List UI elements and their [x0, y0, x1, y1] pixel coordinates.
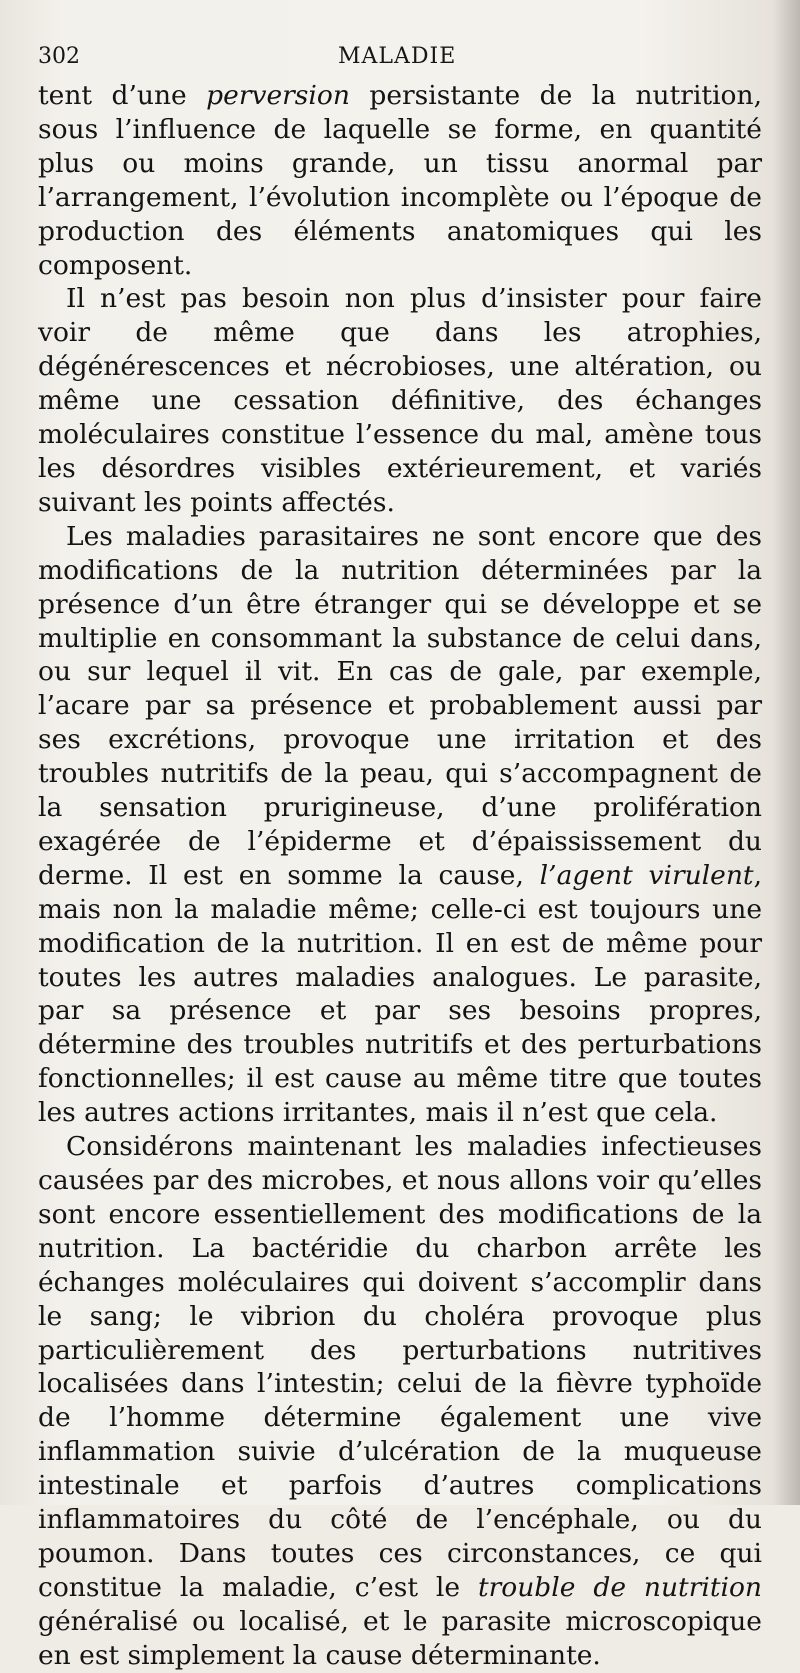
page-edge-shadow — [774, 0, 800, 1505]
body-text — [38, 79, 762, 1673]
text-run: Il n’est pas besoin non plus d’insister pour faire voir de même que dans les atrophies, dégénérescences et nécrobioses, une altération, ou même une cessation définitive, des échanges moléculaires constitue l’essence du mal, amène tous les désordres visibles extérieurement, et variés suivant les points affectés. — [38, 283, 762, 518]
text-run: tent d’une — [38, 80, 207, 111]
text-run: Les maladies parasitaires ne sont encore que des modifications de la nutrition déterminées par la présence d’un être étranger qui se développe et se multiplie en consommant la substance de celui dans, ou sur lequel il vit. En cas de gale, par exemple, l’acare par sa présence et probablement aussi par ses excrétions, provoque une irritation et des troubles nutritifs de la peau, qui s’accompagnent de la sensation prurigineuse, d’une prolifération exagérée de l’épiderme et d’épaississement du derme. Il est en somme la cause, — [38, 520, 762, 891]
running-title: MALADIE — [338, 44, 457, 69]
paragraph-4 — [38, 1130, 762, 1673]
italic-term-perversion: perversion — [206, 80, 350, 111]
italic-term-agent-virulent: l’agent virulent — [539, 859, 754, 891]
text-run: Considérons maintenant les maladies infectieuses causées par des microbes, et nous allons voir qu’elles sont encore essentiellement des modifications de la nutrition. La bactéridie du charbon arrête les échanges moléculaires qui doivent s’accomplir dans le sang; le vibrion du choléra provoque plus particulièrement des perturbations nutritives localisées dans l’intestin; celui de la fièvre typhoïde de l’homme détermine également une vive inflammation suivie d’ulcération de la muqueuse intestinale et parfois d’autres complications inflammatoires du côté de l’encéphale, ou du poumon. Dans toutes ces circonstances, ce qui constitue la maladie, c’est le — [38, 1131, 762, 1603]
text-run: , mais non la maladie même; celle-ci est toujours une modification de la nutrition. Il en est de même pour toutes les autres maladies analogues. Le parasite, par sa présence et par ses besoins propres, détermine des troubles nutritifs et des perturbations fonctionnelles; il est cause au même titre que toutes les autres actions irritantes, mais il n’est que cela. — [38, 859, 762, 1129]
paragraph-1 — [38, 79, 762, 282]
page-number: 302 — [38, 44, 80, 69]
text-run: persistante de la nutrition, sous l’influence de laquelle se forme, en quantité plus ou moins grande, un tissu anormal par l’arrangement, l’évolution incomplète ou l’époque de production des éléments anatomiques qui les composent. — [38, 80, 762, 281]
page-header — [38, 40, 758, 74]
paragraph-3 — [38, 520, 762, 1130]
paragraph-2 — [38, 282, 762, 519]
text-run: généralisé ou localisé, et le parasite microscopique en est simplement la cause déterminante. — [38, 1605, 762, 1671]
italic-term-trouble-de-nutrition: trouble de nutrition — [477, 1571, 762, 1603]
